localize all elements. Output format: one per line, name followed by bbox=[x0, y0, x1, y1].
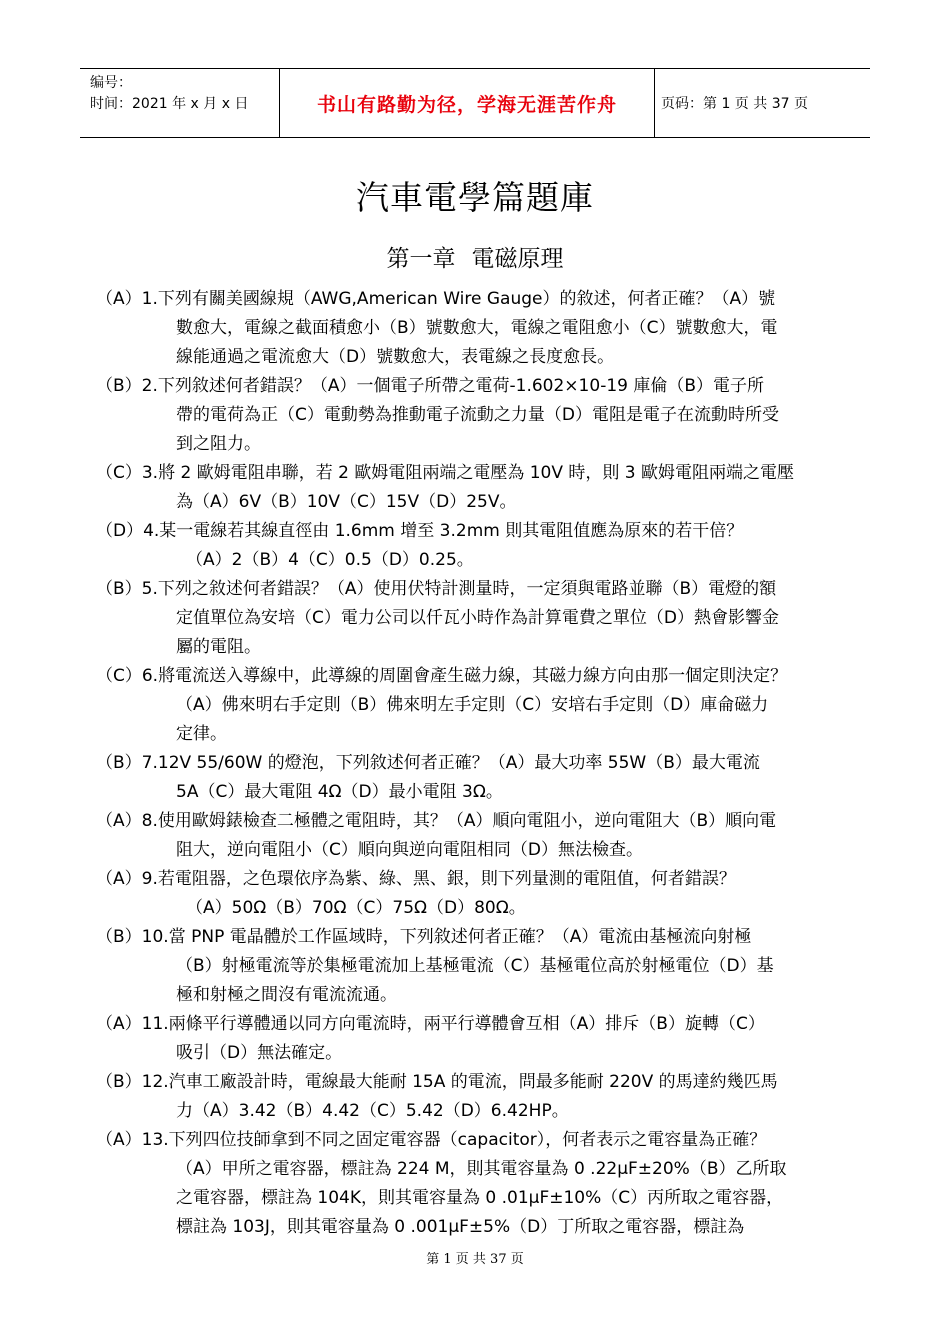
question-item bbox=[96, 1010, 874, 1068]
question-continuation-line: 帶的電荷為正（C）電動勢為推動電子流動之力量（D）電阻是電子在流動時所受 bbox=[176, 405, 779, 425]
question-item bbox=[96, 749, 874, 807]
question-continuation-line: （A）50Ω（B）70Ω（C）75Ω（D）80Ω。 bbox=[186, 898, 526, 918]
question-continuation-line: 定律。 bbox=[176, 724, 227, 744]
question-continuation-line: 數愈大，電線之截面積愈小（B）號數愈大，電線之電阻愈小（C）號數愈大，電 bbox=[176, 318, 778, 338]
question-first-line: （A）9.若電阻器，之色環依序為紫、綠、黑、銀，則下列量測的電阻值，何者錯誤？ bbox=[96, 869, 736, 889]
page-header bbox=[80, 68, 870, 138]
question-first-line: （A）8.使用歐姆錶檢查二極體之電阻時，其？（A）順向電阻小，逆向電阻大（B）順向電 bbox=[96, 811, 777, 831]
question-continuation-line: （A）佛來明右手定則（B）佛來明左手定則（C）安培右手定則（D）庫侖磁力 bbox=[176, 695, 769, 715]
question-continuation-line: 之電容器，標註為 104K，則其電容量為 0 .01μF±10%（C）丙所取之電容器， bbox=[176, 1188, 784, 1208]
question-continuation-line: 線能通過之電流愈大（D）號數愈大，表電線之長度愈長。 bbox=[176, 347, 615, 367]
question-item bbox=[96, 923, 874, 1010]
question-first-line: （B）2.下列敘述何者錯誤？（A）一個電子所帶之電荷-1.602×10-19 庫倫（B）電子所 bbox=[96, 376, 765, 396]
question-continuation-line: 吸引（D）無法確定。 bbox=[176, 1043, 343, 1063]
code-label: 编号： bbox=[90, 75, 132, 91]
question-continuation-line: 到之阻力。 bbox=[176, 434, 261, 454]
question-continuation-line: 定值單位為安培（C）電力公司以仟瓦小時作為計算電費之單位（D）熱會影響金 bbox=[176, 608, 779, 628]
question-first-line: （A）11.兩條平行導體通以同方向電流時，兩平行導體會互相（A）排斥（B）旋轉（C） bbox=[96, 1014, 765, 1034]
question-first-line: （B）10.當 PNP 電晶體於工作區域時，下列敘述何者正確？（A）電流由基極流向射極 bbox=[96, 927, 752, 947]
question-first-line: （B）7.12V 55/60W 的燈泡，下列敘述何者正確？（A）最大功率 55W（B）最大電流 bbox=[96, 753, 760, 773]
question-continuation-line: 5A（C）最大電阻 4Ω（D）最小電阻 3Ω。 bbox=[176, 782, 503, 802]
question-continuation-line: （A）甲所之電容器，標註為 224 M，則其電容量為 0 .22μF±20%（B）乙所取 bbox=[176, 1159, 787, 1179]
question-continuation-line: 力（A）3.42（B）4.42（C）5.42（D）6.42HP。 bbox=[176, 1101, 569, 1121]
chapter-number: 第一章 bbox=[386, 246, 456, 272]
question-first-line: （A）13.下列四位技師拿到不同之固定電容器（capacitor），何者表示之電容量為正確？ bbox=[96, 1130, 767, 1150]
question-continuation-line: （B）射極電流等於集極電流加上基極電流（C）基極電位高於射極電位（D）基 bbox=[176, 956, 774, 976]
question-continuation-line: 標註為 103J，則其電容量為 0 .001μF±5%（D）丁所取之電容器，標註為 bbox=[176, 1217, 745, 1237]
question-item bbox=[96, 517, 874, 575]
question-item bbox=[96, 1126, 874, 1242]
header-page-info: 页码：第 1 页 共 37 页 bbox=[661, 96, 808, 112]
question-continuation-line: 極和射極之間沒有電流流通。 bbox=[176, 985, 397, 1005]
question-continuation-line: 阻大，逆向電阻小（C）順向與逆向電阻相同（D）無法檢查。 bbox=[176, 840, 643, 860]
question-item bbox=[96, 575, 874, 662]
chapter-heading bbox=[0, 240, 950, 273]
question-first-line: （B）12.汽車工廠設計時，電線最大能耐 15A 的電流，問最多能耐 220V 的馬達約幾匹馬 bbox=[96, 1072, 778, 1092]
question-item bbox=[96, 285, 874, 372]
question-continuation-line: 屬的電阻。 bbox=[176, 637, 261, 657]
header-meta bbox=[80, 69, 279, 137]
question-first-line: （C）3.將 2 歐姆電阻串聯，若 2 歐姆電阻兩端之電壓為 10V 時，則 3 歐姆電阻兩端之電壓 bbox=[96, 463, 795, 483]
time-label: 时间：2021 年 x 月 x 日 bbox=[90, 96, 249, 112]
header-motto: 书山有路勤为径，学海无涯苦作舟 bbox=[279, 69, 655, 137]
question-continuation-line: （A）2（B）4（C）0.5（D）0.25。 bbox=[186, 550, 474, 570]
question-item bbox=[96, 459, 874, 517]
question-item bbox=[96, 1068, 874, 1126]
question-item bbox=[96, 807, 874, 865]
question-list bbox=[96, 285, 874, 1242]
question-continuation-line: 為（A）6V（B）10V（C）15V（D）25V。 bbox=[176, 492, 517, 512]
document-title: 汽車電學篇題庫 bbox=[356, 178, 594, 217]
question-item bbox=[96, 372, 874, 459]
question-first-line: （C）6.將電流送入導線中，此導線的周圍會產生磁力線，其磁力線方向由那一個定則決定？ bbox=[96, 666, 788, 686]
question-first-line: （D）4.某一電線若其線直徑由 1.6mm 增至 3.2mm 則其電阻值應為原來的若干倍？ bbox=[96, 521, 744, 541]
page-footer: 第 1 页 共 37 页 bbox=[426, 1252, 524, 1267]
question-first-line: （A）1.下列有關美國線規（AWG,American Wire Gauge）的敘述，何者正確？（A）號 bbox=[96, 289, 776, 309]
chapter-name: 電磁原理 bbox=[471, 246, 564, 272]
question-item bbox=[96, 662, 874, 749]
question-first-line: （B）5.下列之敘述何者錯誤？（A）使用伏特計測量時，一定須與電路並聯（B）電燈的額 bbox=[96, 579, 777, 599]
question-item bbox=[96, 865, 874, 923]
